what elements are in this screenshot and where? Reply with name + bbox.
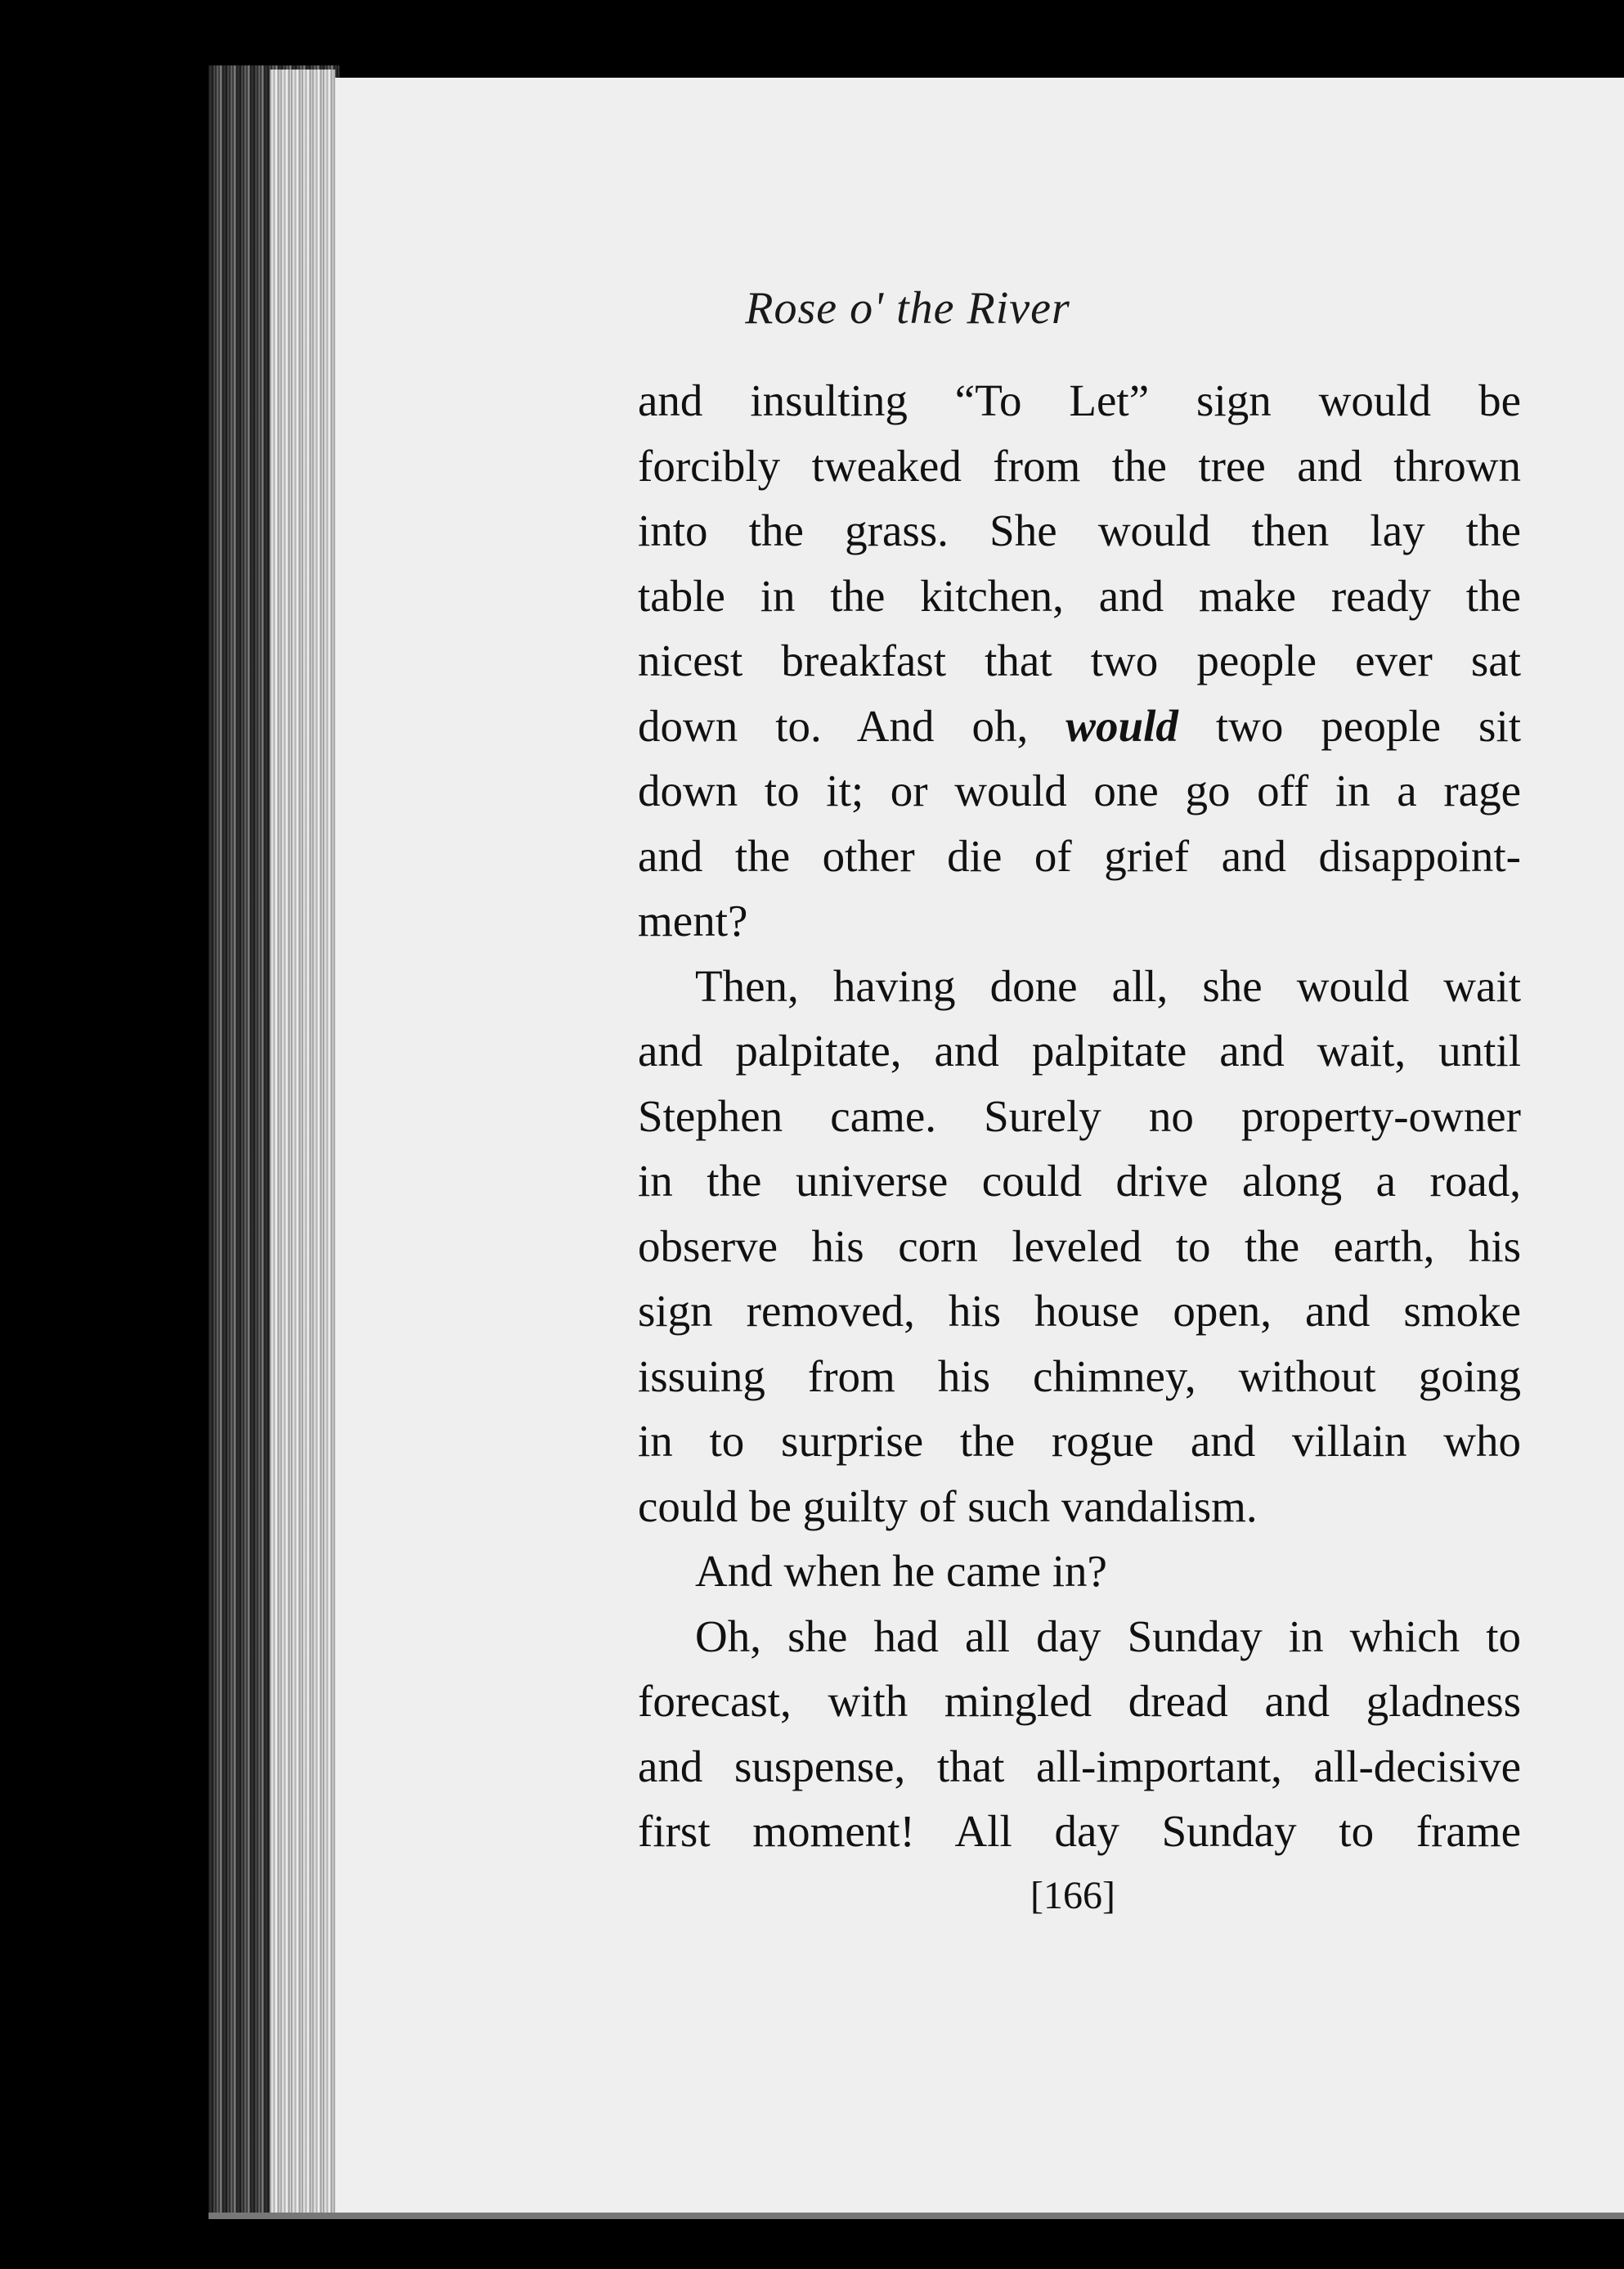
text-line: and palpitate, and palpitate and wait, until xyxy=(638,1026,1521,1076)
text-line: down to it; or would one go off in a rage xyxy=(638,766,1521,815)
page-number: [166] xyxy=(1030,1874,1115,1917)
text-line: observe his corn leveled to the earth, his xyxy=(638,1220,1521,1271)
text-line: first moment! All day Sunday to frame xyxy=(638,1806,1521,1856)
emphasized-word: would xyxy=(1065,700,1178,751)
text-line: forecast, with mingled dread and gladness xyxy=(638,1676,1521,1726)
book-page-edges-highlight xyxy=(270,70,335,2213)
running-head-title: Rose o' the River xyxy=(745,283,1070,334)
text-line: issuing from his chimney, without going xyxy=(638,1350,1521,1401)
text-line: And when he came in? xyxy=(695,1546,1107,1596)
text-line: table in the kitchen, and make ready the xyxy=(638,570,1521,621)
text-line: and insulting “To Let” sign would be xyxy=(638,375,1521,425)
page-bottom-edge xyxy=(209,2213,1624,2219)
text-line: into the grass. She would then lay the xyxy=(638,505,1521,555)
text-line: and suspense, that all-important, all-decisive xyxy=(638,1741,1521,1791)
text-line: Stephen came. Surely no property-owner xyxy=(638,1090,1521,1141)
body-text xyxy=(638,368,1521,1864)
text-line: forcibly tweaked from the tree and thrown xyxy=(638,440,1521,491)
text-line: Oh, she had all day Sunday in which to xyxy=(695,1611,1521,1661)
text-line: in the universe could drive along a road, xyxy=(638,1156,1521,1206)
text-line: sign removed, his house open, and smoke xyxy=(638,1286,1521,1336)
text-line: Then, having done all, she would wait xyxy=(695,960,1521,1011)
text-line: nicest breakfast that two people ever sat xyxy=(638,636,1521,685)
text-line: could be guilty of such vandalism. xyxy=(638,1480,1258,1531)
text-fragment: two people sit xyxy=(1178,700,1522,751)
text-line: in to surprise the rogue and villain who xyxy=(638,1416,1521,1466)
text-line: ment? xyxy=(638,896,748,946)
text-line-with-emphasis xyxy=(638,694,1521,759)
text-line: and the other die of grief and disappoint- xyxy=(638,830,1521,881)
text-fragment: down to. And oh, xyxy=(638,700,1066,751)
